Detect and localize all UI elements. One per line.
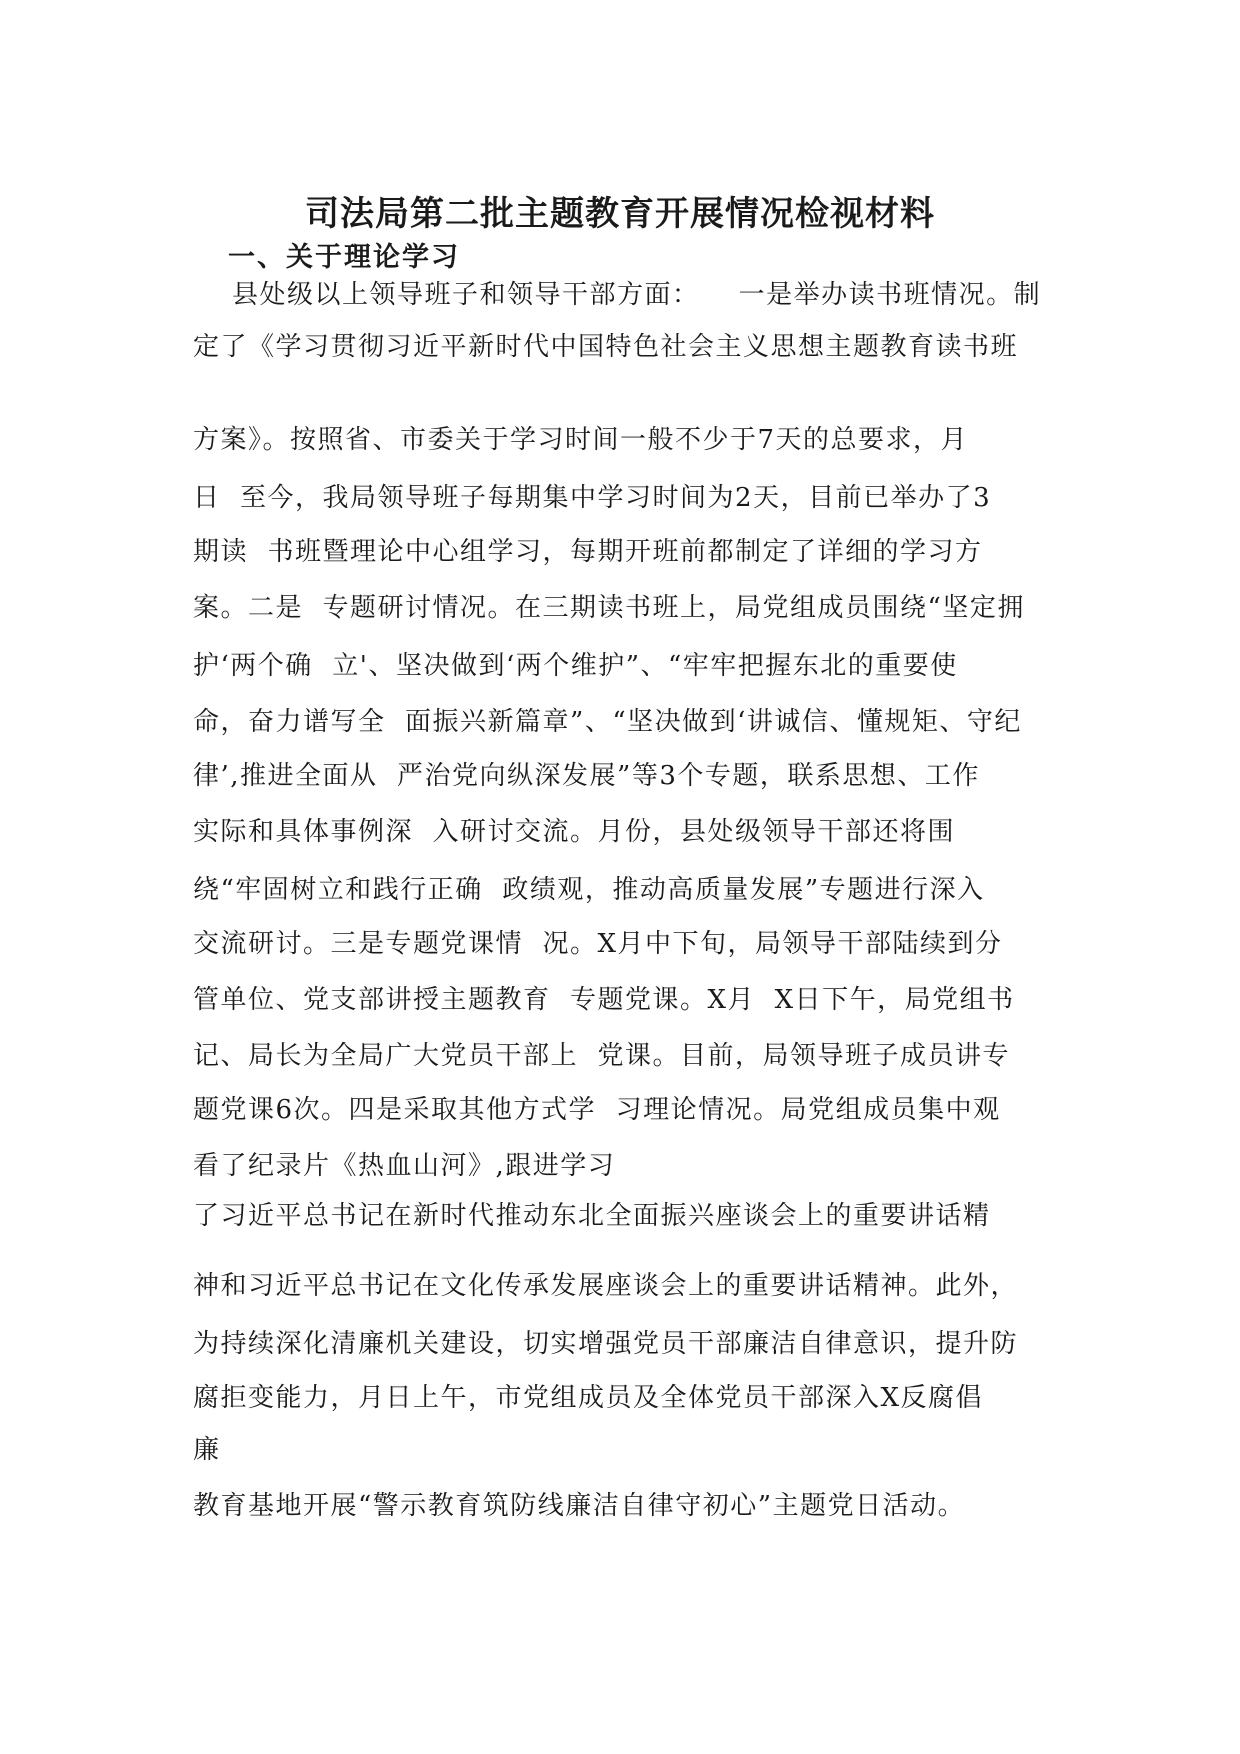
body-line: 律’,推进全面从 严治党向纵深发展”等3个专题，联系思想、工作 (193, 761, 980, 791)
body-line: 案。二是 专题研讨情况。在三期读书班上，局党组成员围绕“坚定拥 (193, 593, 1025, 623)
body-line: 教育基地开展“警示教育筑防线廉洁自律守初心”主题党日活动。 (193, 1491, 966, 1521)
body-line: 方案》。按照省、市委关于学习时间一般不少于7天的总要求，月 (193, 425, 969, 455)
body-line: 看了纪录片《热血山河》,跟进学习 (193, 1151, 616, 1181)
body-line: 腐拒变能力，月日上午，市党组成员及全体党员干部深入X反腐倡 (193, 1383, 984, 1413)
body-line: 题党课6次。四是采取其他方式学 习理论情况。局党组成员集中观 (193, 1095, 1001, 1125)
body-line: 日 至今，我局领导班子每期集中学习时间为2天，目前已举办了3 (193, 483, 992, 513)
body-line: 神和习近平总书记在文化传承发展座谈会上的重要讲话精神。此外， (193, 1271, 1019, 1301)
body-line: 记、局长为全局广大党员干部上 党课。目前，局领导班子成员讲专 (193, 1041, 1011, 1071)
body-line: 命，奋力谱写全 面振兴新篇章”、“坚决做到‘讲诚信、懂规矩、守纪 (193, 707, 1022, 737)
document-title: 司法局第二批主题教育开展情况检视材料 (305, 194, 935, 234)
body-line: 了习近平总书记在新时代推动东北全面振兴座谈会上的重要讲话精 (193, 1201, 991, 1231)
body-line: 为持续深化清廉机关建设，切实增强党员干部廉洁自律意识，提升防 (193, 1329, 1019, 1359)
body-line: 县处级以上领导班子和领导干部方面： 一是举办读书班情况。制 (193, 280, 1042, 310)
body-line: 期读 书班暨理论中心组学习，每期开班前都制定了详细的学习方 (193, 537, 983, 567)
body-line: 廉 (193, 1435, 221, 1465)
body-line: 定了《学习贯彻习近平新时代中国特色社会主义思想主题教育读书班 (193, 332, 1019, 362)
body-line: 交流研讨。三是专题党课情 况。X月中下旬，局领导干部陆续到分 (193, 929, 1003, 959)
section-heading: 一、关于理论学习 (228, 242, 460, 273)
body-line: 管单位、党支部讲授主题教育 专题党课。X月 X日下午，局党组书 (193, 985, 1015, 1015)
body-line: 实际和具体事例深 入研讨交流。月份，县处级领导干部还将围 (193, 817, 956, 847)
body-line: 护‘两个确 立'、坚决做到‘两个维护”、“牢牢把握东北的重要使 (193, 651, 958, 681)
body-line: 绕“牢固树立和践行正确 政绩观，推动高质量发展”专题进行深入 (193, 875, 985, 905)
